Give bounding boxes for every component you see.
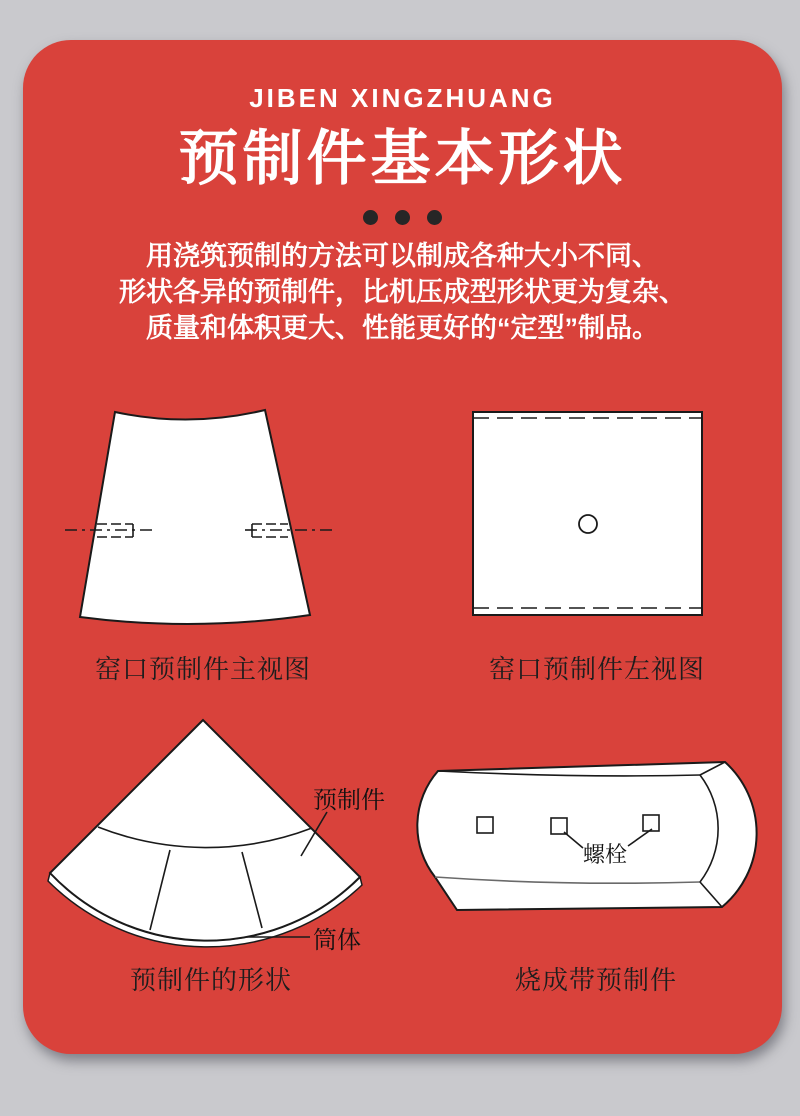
precast-label: 预制件 bbox=[313, 787, 385, 814]
page-title: 预制件基本形状 bbox=[178, 125, 627, 192]
left-view-caption: 窑口预制件左视图 bbox=[488, 654, 705, 684]
dot-icon bbox=[427, 210, 442, 225]
intro-line: 用浇筑预制的方法可以制成各种大小不同、 bbox=[146, 241, 659, 271]
bolt-label: 螺栓 bbox=[583, 842, 628, 867]
front-view-caption: 窑口预制件主视图 bbox=[94, 654, 311, 684]
precast-shape-diagram bbox=[40, 705, 400, 955]
intro-line: 质量和体积更大、性能更好的“定型”制品。 bbox=[146, 313, 659, 343]
bolt-hole bbox=[643, 815, 659, 831]
burning-zone-diagram bbox=[425, 750, 770, 920]
dot-icon bbox=[395, 210, 410, 225]
eyebrow-text: JIBEN XINGZHUANG bbox=[249, 83, 556, 113]
intro-paragraph bbox=[23, 238, 782, 346]
shape-caption: 预制件的形状 bbox=[129, 965, 292, 995]
intro-line: 形状各异的预制件，比机压成型形状更为复杂、 bbox=[119, 277, 686, 307]
burning-zone-caption: 烧成带预制件 bbox=[514, 965, 677, 995]
dot-icon bbox=[363, 210, 378, 225]
center-hole bbox=[579, 515, 597, 533]
kiln-left-view-diagram bbox=[460, 400, 720, 630]
separator-dots bbox=[23, 210, 782, 225]
kiln-front-view-diagram bbox=[60, 400, 345, 635]
bolt-hole bbox=[477, 817, 493, 833]
shell-label: 筒体 bbox=[313, 927, 361, 954]
